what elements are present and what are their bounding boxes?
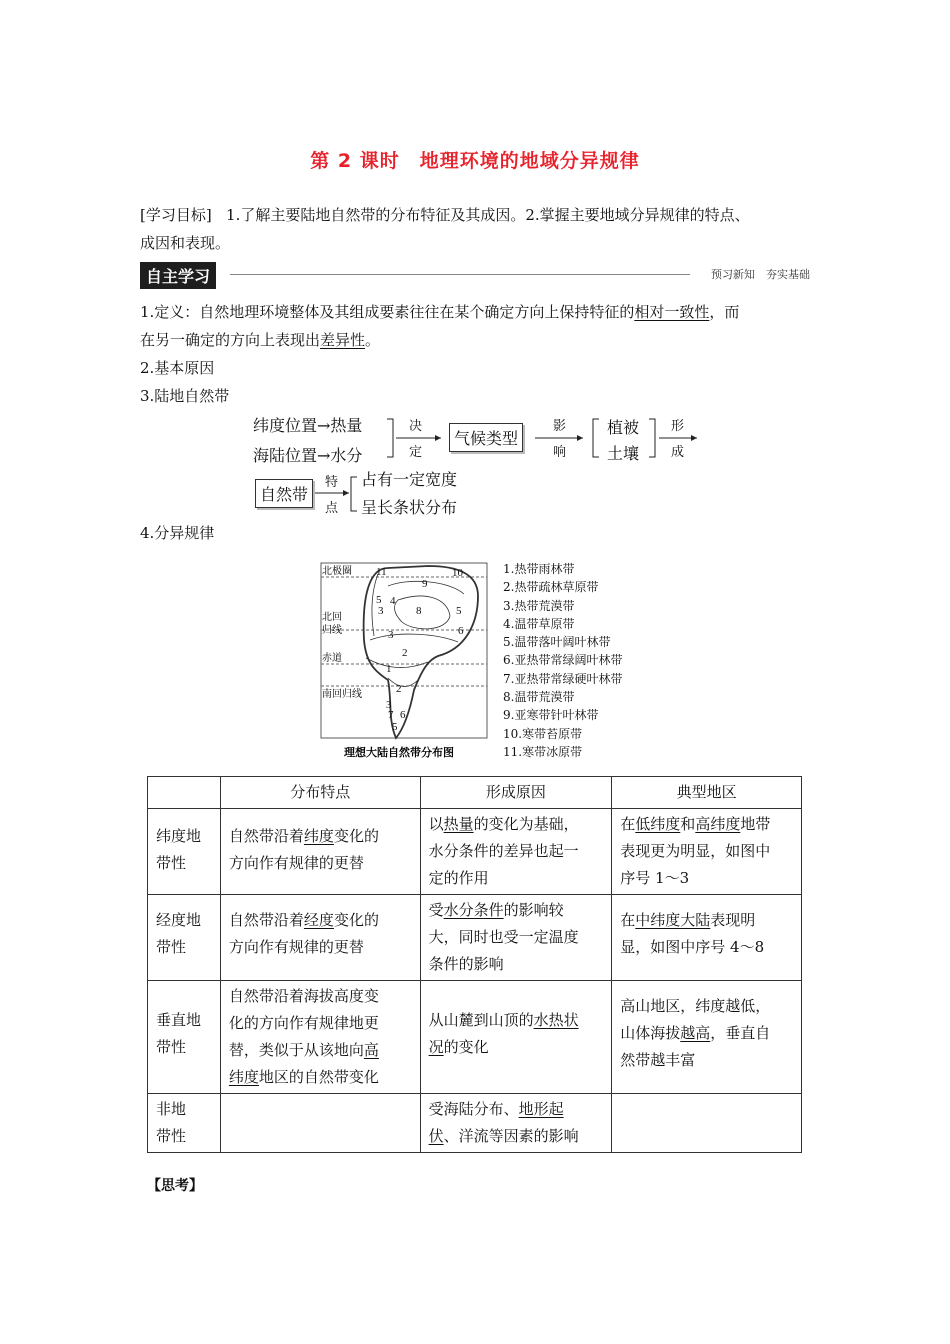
- map-caption: 理想大陆自然带分布图: [344, 746, 454, 759]
- legend-item: 1.热带雨林带: [503, 562, 575, 576]
- legend-item: 4.温带草原带: [503, 616, 575, 631]
- flow-affect-2: 响: [553, 445, 567, 460]
- legend-item: 6.亚热带常绿阔叶林带: [503, 653, 623, 668]
- map-tropic-s-label: 南回归线: [322, 689, 362, 700]
- svg-text:2: 2: [396, 683, 402, 695]
- flow-form-1: 形: [671, 419, 685, 434]
- row-feature: 自然带沿着经度变化的 方向作有规律的更替: [220, 895, 420, 981]
- table-header: 典型地区: [612, 777, 802, 809]
- learning-goals: [140, 201, 820, 257]
- goals-label: [学习目标]: [140, 206, 212, 224]
- table-header: [148, 777, 221, 809]
- definition-key-1: 相对一致性: [634, 303, 710, 321]
- row-name: 非地 带性: [148, 1094, 221, 1153]
- svg-text:9: 9: [422, 578, 428, 590]
- map-legend: [503, 560, 622, 761]
- legend-item: 9.亚寒带针叶林带: [503, 708, 599, 723]
- zone-flow-diagram: [253, 411, 713, 523]
- svg-text:3: 3: [386, 699, 392, 711]
- svg-text:1: 1: [386, 663, 392, 675]
- svg-text:5: 5: [376, 594, 382, 606]
- zonation-table: [147, 776, 802, 1153]
- svg-text:4: 4: [390, 595, 396, 607]
- table-row: [148, 895, 802, 981]
- svg-text:11: 11: [376, 566, 387, 578]
- svg-text:10: 10: [452, 567, 463, 579]
- page-title: 第 2 课时 地理环境的地域分异规律: [310, 150, 640, 172]
- row-feature: 自然带沿着纬度变化的 方向作有规律的更替: [220, 809, 420, 895]
- definition: [140, 298, 820, 354]
- row-cause: 受水分条件的影响较 大，同时也受一定温度 条件的影响: [420, 895, 612, 981]
- row-region: 高山地区，纬度越低， 山体海拔越高，垂直自 然带越丰富: [612, 981, 802, 1094]
- row-cause: 受海陆分布、地形起 伏、洋流等因素的影响: [420, 1094, 612, 1153]
- definition-text: 1.定义：自然地理环境整体及其组成要素往往在某个确定方向上保持特征的: [140, 303, 635, 321]
- flow-affect-1: 影: [553, 419, 567, 434]
- map-tropic-n-label-1: 北回: [322, 612, 342, 623]
- section-header: [140, 262, 820, 288]
- legend-item: 3.热带荒漠带: [503, 598, 575, 613]
- legend-item: 2.热带疏林草原带: [503, 580, 599, 595]
- row-name: 纬度地 带性: [148, 809, 221, 895]
- svg-text:3: 3: [388, 629, 394, 641]
- flow-feature-width: 占有一定宽度: [361, 470, 458, 489]
- flow-feature-2: 点: [325, 501, 339, 516]
- land-zones-heading: 3.陆地自然带: [140, 387, 230, 405]
- legend-item: 8.温带荒漠带: [503, 690, 575, 705]
- goals-line-1: 1.了解主要陆地自然带的分布特征及其成因。2.掌握主要地域分异规律的特点、: [226, 206, 750, 224]
- row-name: 经度地 带性: [148, 895, 221, 981]
- row-feature: 自然带沿着海拔高度变 化的方向作有规律地更 替，类似于从该地向高 纬度地区的自然带变化: [220, 981, 420, 1094]
- table-row: [148, 981, 802, 1094]
- svg-text:3: 3: [378, 605, 384, 617]
- svg-text:2: 2: [402, 647, 408, 659]
- row-name: 垂直地 带性: [148, 981, 221, 1094]
- definition-text: ，而: [709, 303, 740, 321]
- row-region: [612, 1094, 802, 1153]
- legend-item: 11.寒带冰原带: [503, 744, 583, 759]
- row-cause: 从山麓到山顶的水热状 况的变化: [420, 981, 612, 1094]
- row-cause: 以热量的变化为基础， 水分条件的差异也起一 定的作用: [420, 809, 612, 895]
- section-divider: [230, 274, 690, 275]
- table-header: 形成原因: [420, 777, 612, 809]
- ideal-continent-map: [318, 560, 490, 760]
- section-badge: 自主学习: [140, 262, 216, 289]
- flow-feature-strip: 呈长条状分布: [361, 498, 458, 517]
- svg-text:5: 5: [456, 605, 462, 617]
- goals-line-2: 成因和表现。: [140, 234, 231, 252]
- row-region: 在低纬度和高纬度地带 表现更为明显，如图中 序号 1～3: [612, 809, 802, 895]
- definition-text: 在另一确定的方向上表现出: [140, 331, 321, 349]
- legend-item: 10.寒带苔原带: [503, 726, 583, 741]
- map-equator-label: 赤道: [322, 653, 342, 664]
- table-header: 分布特点: [220, 777, 420, 809]
- flow-latitude: 纬度位置→热量: [253, 416, 363, 435]
- basic-reason: 2.基本原因: [140, 359, 215, 377]
- flow-sea-land: 海陆位置→水分: [253, 446, 363, 465]
- svg-text:6: 6: [400, 709, 406, 721]
- flow-feature-1: 特: [325, 475, 339, 490]
- map-tropic-n-label-2: 归线: [322, 625, 342, 636]
- flow-climate-box: 气候类型: [449, 423, 523, 452]
- flow-decide-2: 定: [409, 445, 423, 460]
- map-arctic-label: 北极圈: [322, 566, 352, 577]
- definition-key-2: 差异性: [320, 331, 366, 349]
- flow-decide-1: 决: [409, 419, 423, 434]
- legend-item: 7.亚热带常绿硬叶林带: [503, 671, 623, 686]
- row-region: 在中纬度大陆表现明 显，如图中序号 4～8: [612, 895, 802, 981]
- legend-item: 5.温带落叶阔叶林带: [503, 635, 611, 650]
- table-row: [148, 1094, 802, 1153]
- svg-text:8: 8: [416, 605, 422, 617]
- think-heading: 【思考】: [147, 1178, 203, 1194]
- definition-text: 。: [365, 331, 381, 349]
- row-feature: [220, 1094, 420, 1153]
- flow-zone-box: 自然带: [255, 479, 313, 508]
- section-tag: 预习新知 夯实基础: [711, 268, 810, 281]
- flow-form-2: 成: [671, 445, 685, 460]
- table-row: [148, 809, 802, 895]
- table-header-row: [148, 777, 802, 809]
- flow-soil: 土壤: [607, 444, 640, 463]
- svg-text:6: 6: [458, 625, 464, 637]
- rules-heading: 4.分异规律: [140, 524, 215, 542]
- svg-text:5: 5: [392, 721, 398, 733]
- flow-vegetation: 植被: [607, 418, 640, 437]
- svg-text:7: 7: [388, 709, 394, 721]
